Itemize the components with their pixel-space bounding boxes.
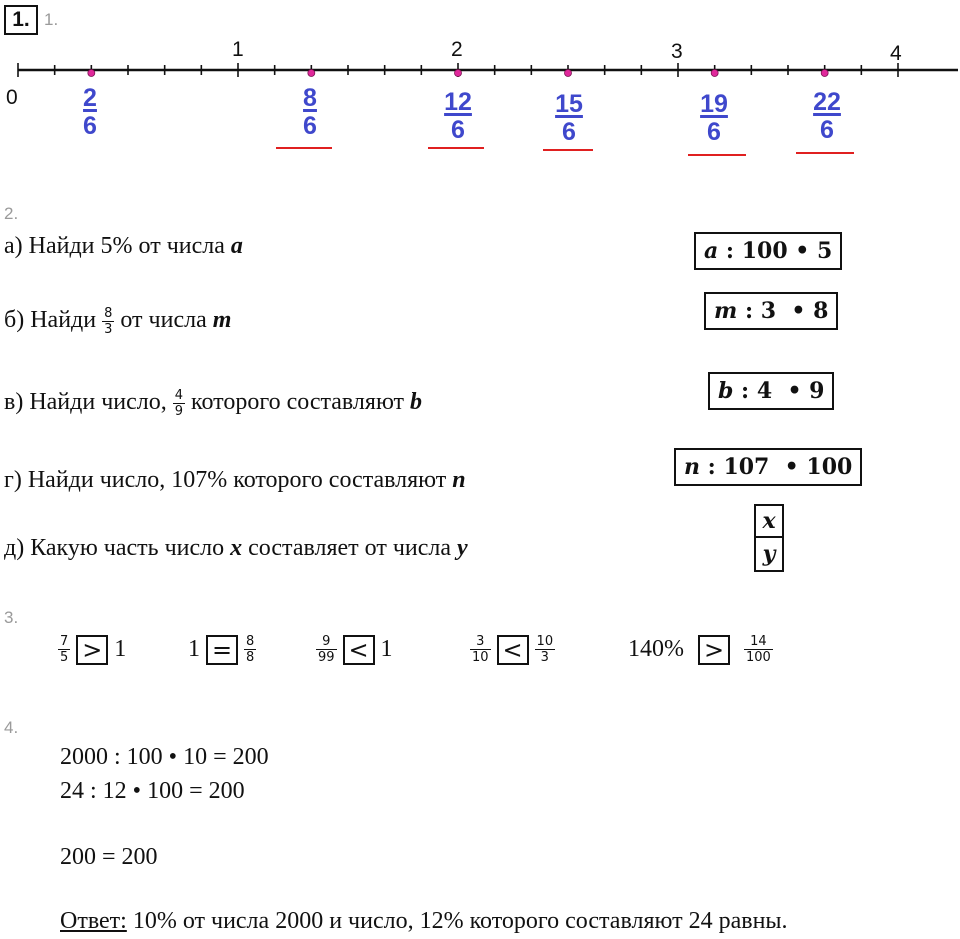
number-line-point [308,70,315,77]
fraction-numerator: x [756,506,782,538]
calc-line-1: 2000 : 100 • 10 = 200 [60,744,269,770]
fraction-22-6 [803,88,851,144]
fraction-denominator: 99 [318,650,335,665]
formula-variable: n [684,454,700,480]
red-underline [276,147,332,149]
number-line-point [565,70,572,77]
number-line-point [821,70,828,77]
row-text: г) Найди число, 107% которого составляют [4,467,453,493]
task-2-row-v [4,388,422,419]
number-line-point [711,70,718,77]
fraction-19-6 [690,90,738,146]
comparison-sign: > [76,635,108,665]
formula-expression: : 4 • 9 [733,378,825,404]
fraction-denominator: 6 [562,118,576,146]
comparison-sign: < [497,635,529,665]
formula-box-a [694,232,842,270]
variable: x [230,535,243,561]
task-4-number: 4. [4,718,19,737]
formula-variable: m [714,298,738,324]
variable: a [230,233,243,259]
comparison-value: 1 [114,636,127,662]
number-line-point [88,70,95,77]
inline-fraction [744,634,773,665]
inline-fraction [102,306,114,337]
fraction-denominator: 5 [60,650,69,665]
fraction-denominator: 8 [246,650,255,665]
comparison-5 [628,634,773,665]
task-2-row-g [4,466,466,494]
calc-line-3: 200 = 200 [60,844,158,870]
fraction-numerator: 10 [536,634,554,649]
formula-expression: : 3 • 8 [737,298,829,324]
fraction-numerator: 3 [470,634,491,650]
fraction-numerator: 12 [444,88,472,116]
fraction-denominator: 6 [83,112,97,140]
fraction-numerator: 19 [700,90,728,118]
number-line-point [455,70,462,77]
answer-text: 10% от числа 2000 и число, 12% которого составляют 24 равны. [126,908,788,934]
fraction-numerator: 15 [555,90,583,118]
inline-fraction [244,634,256,665]
red-underline [688,154,746,156]
variable: m [212,307,232,334]
fraction-denominator: 10 [472,650,489,665]
row-text: а) Найди 5% от числа [4,233,231,259]
formula-variable: a [704,238,719,264]
fraction-numerator: 8 [303,84,317,112]
fraction-numerator: 7 [60,634,69,649]
formula-variable: b [718,378,734,404]
fraction-numerator: 2 [83,84,97,112]
formula-expression: : 100 • 5 [718,238,833,264]
formula-box-v [708,372,834,410]
tick-label-4: 4 [890,42,902,65]
fraction-2-6 [72,84,108,140]
comparison-2 [188,634,256,665]
tick-label-0: 0 [6,86,18,109]
task-2-row-d [4,534,468,562]
fraction-numerator: 8 [104,306,113,321]
row-text: д) Какую часть число [4,535,231,561]
row-text: от числа [114,307,213,334]
fraction-denominator: 6 [820,116,834,144]
tick-label-1: 1 [232,38,244,61]
fraction-denominator: 3 [540,650,549,665]
fraction-denominator: 6 [451,116,465,144]
comparison-value: 140% [628,636,684,662]
fraction-8-6 [292,84,328,140]
row-text: составляет от числа [242,535,458,561]
inline-fraction [470,634,491,665]
formula-box-d [754,504,784,572]
calc-line-2: 24 : 12 • 100 = 200 [60,778,245,804]
formula-expression: : 107 • 100 [700,454,853,480]
comparison-1 [58,634,126,665]
tick-label-3: 3 [671,40,683,63]
tick-label-2: 2 [451,38,463,61]
fraction-denominator: 6 [303,112,317,140]
fraction-denominator: 9 [174,404,184,419]
row-text: б) Найди [4,307,103,334]
answer-label: Ответ: [60,908,127,934]
comparison-3 [316,634,393,665]
fraction-denominator: 3 [104,322,113,337]
fraction-numerator: 9 [316,634,337,650]
comparison-value: 1 [380,636,393,662]
formula-box-b [704,292,838,330]
inline-fraction [535,634,556,665]
task-3-number: 3. [4,608,19,627]
formula-box-g [674,448,862,486]
variable: y [457,535,468,561]
task-2-row-b [4,306,231,337]
answer-line [60,906,788,936]
fraction-numerator: 4 [174,388,184,403]
fraction-denominator: y [762,541,776,567]
comparison-sign: > [698,635,730,665]
variable: b [410,389,423,416]
red-underline [543,149,593,151]
fraction-numerator: 14 [744,634,773,650]
inline-fraction [58,634,70,665]
task-2-row-a [4,232,243,260]
row-text: в) Найди число, [4,389,173,416]
fraction-denominator: 100 [746,650,771,665]
comparison-sign: = [206,635,238,665]
task-2-number: 2. [4,204,19,223]
variable: n [452,467,466,493]
fraction-numerator: 22 [813,88,841,116]
fraction-12-6 [434,88,482,144]
comparison-4 [470,634,555,665]
fraction-numerator: 8 [246,634,255,649]
task-number-box: 1. [4,5,38,35]
fraction-15-6 [545,90,593,146]
task-1-number: 1. [44,10,59,29]
red-underline [796,152,854,154]
inline-fraction [316,634,337,665]
comparison-sign: < [343,635,375,665]
row-text: которого составляют [185,389,411,416]
inline-fraction [173,388,185,419]
comparison-value: 1 [188,636,200,662]
fraction-denominator: 6 [707,118,721,146]
red-underline [428,147,484,149]
